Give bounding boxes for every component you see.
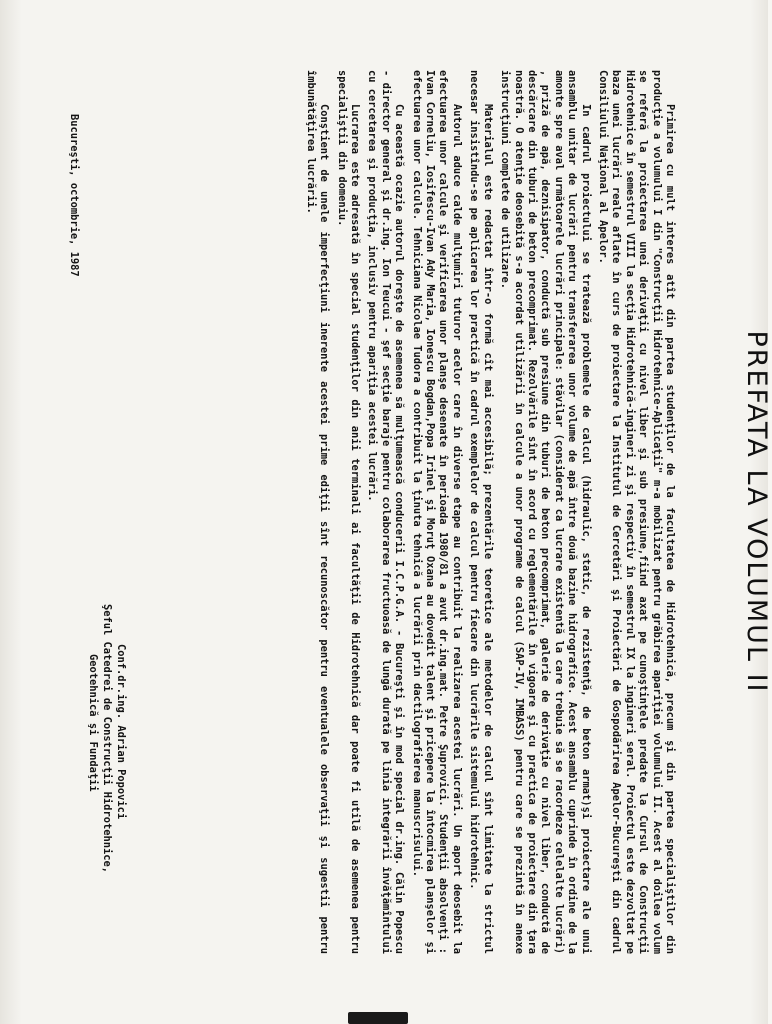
paragraph-3: Materialul este redactat într-o formă cît mai accesibilă; prezentările teoretice ale metodelor de calcul sînt limitate la strictul necesar insistîndu-se pe aplicarea lor practică în cadrul exemplelor de calcul pentru fiecare din lucrările sistemului hidrotehnic.	[468, 70, 494, 954]
page-title: PREFATA LA VOLUMUL II	[741, 330, 772, 694]
paragraph-4: Autorul aduce calde mulţumiri tuturor acelor care în diverse etape au contribuit la realizarea acestei lucrări. Un aport deosebit la efectuarea unor calcule şi verificarea unor planşe desenate în perioada 1980/81 a avut dr.ing.mat. Petre Şuprovici. Studenţii absolvenţi : Ivan Corneliu, Iosifescu-Ivan Ady Maria, Ionescu Bogdan,Popa Irinel şi Moruţ Oxana au dovedit talent şi pricepere la întocmirea planşelor şi efectuarea unor calcule. Tehniciana Nicolae Tudora a contribuit la ţinuta tehnică a lucrării prin dactilografierea manuscrisului.	[410, 70, 463, 954]
paragraph-7: Conştient de unele imperfecţiuni inerente acestei prime ediţii sînt recunoscător pentru eventualele observaţii şi sugestii pentru îmbunătăţirea lucrării.	[304, 70, 331, 954]
document-date: Bucureşti, octombrie, 1987	[68, 114, 80, 277]
paragraph-6: Lucrarea este adresată în special studenţilor din anii terminali ai facultăţii de Hidrotehnică dar poate fi utilă de asemenea pentru specialiştii din domeniu.	[335, 70, 362, 954]
signature-role: Şeful Catedrei de Construcţii Hidrotehnice,	[101, 604, 113, 873]
binding-clip-mark	[348, 1012, 408, 1024]
paragraph-1: Primirea cu mult interes atît din partea studenţilor de la facultatea de Hidrotehnică, precum şi din partea specialiştilor din producţie a volumului I din "Construcţii Hidrotehnice-Aplicaţii" m-a mobilizat pentru grăbirea apariţiei volumului II. Acest al doilea volum se referă la proiectarea unei derivaţii cu nivel liber şi sub presiune,fiind axat pe cunoştinţele predate la Cursul de Construcţii Hidrotehnice în semestrul VIII la secţia Hidrotehnică-ingineri zi şi respectiv în semestrul IX la ingineri seral. Proiectul este dezvoltat pe baza unei lucrări reale aflate în curs de proiectare la Institutul de Cercetări şi Proiectări de Gospodărirea Apelor-Bucureşti din cadrul Consiliului Naţional al Apelor.	[596, 70, 676, 954]
paragraph-5: Cu această ocazie autorul doreşte de asemenea să mulţumească conducerii I.C.P.G.A. - Bucureşti şi în mod special dr.ing. Călin Popescu - director general şi dr.ing. Ion Teucui - şef secţie baraje pentru colaborarea fructuoasă de lungă durată pe linia integrării învăţămîntului cu cercetarea şi producţia, inclusiv pentru apariţia acestei lucrări.	[366, 70, 406, 954]
signature-department: Geotehnică şi Fundaţii	[87, 654, 99, 792]
signature-name: Conf.dr.ing. Adrian Popovici	[115, 644, 127, 820]
paragraphs	[299, 70, 676, 954]
signature-block	[86, 604, 128, 934]
paragraph-2: In cadrul proiectului se tratează problemele de calcul (hidraulic, static, de rezistenţă, de beton armat)şi proiectare ale unui ansamblu unitar de lucrări pentru transferarea unor volume de apă între două bazine hidrografice. Acest ansamblu cuprinde în ordine de la amonte spre aval următoarele lucrări principale: stăvilar (considerat ca lucrare existentă la care trebuie să se racordeze celelalte lucrări) , priză de apă, deznisipator, conductă sub presiune din tuburi de beton precomprimat, galerie de derivaţie cu nivel liber, conductă de descărcare din tuburi de beton precomprimat. Rezolvările sînt în acord cu reglementările în vigoare şi cu practica de proiectare din ţara noastră. O atenţie deosebită s-a acordat utilizării în calcule a unor programe de calcul (SAP-IV, IMBASS) pentru care se prezintă în anexe instrucţiuni complete de utilizare.	[499, 70, 592, 954]
